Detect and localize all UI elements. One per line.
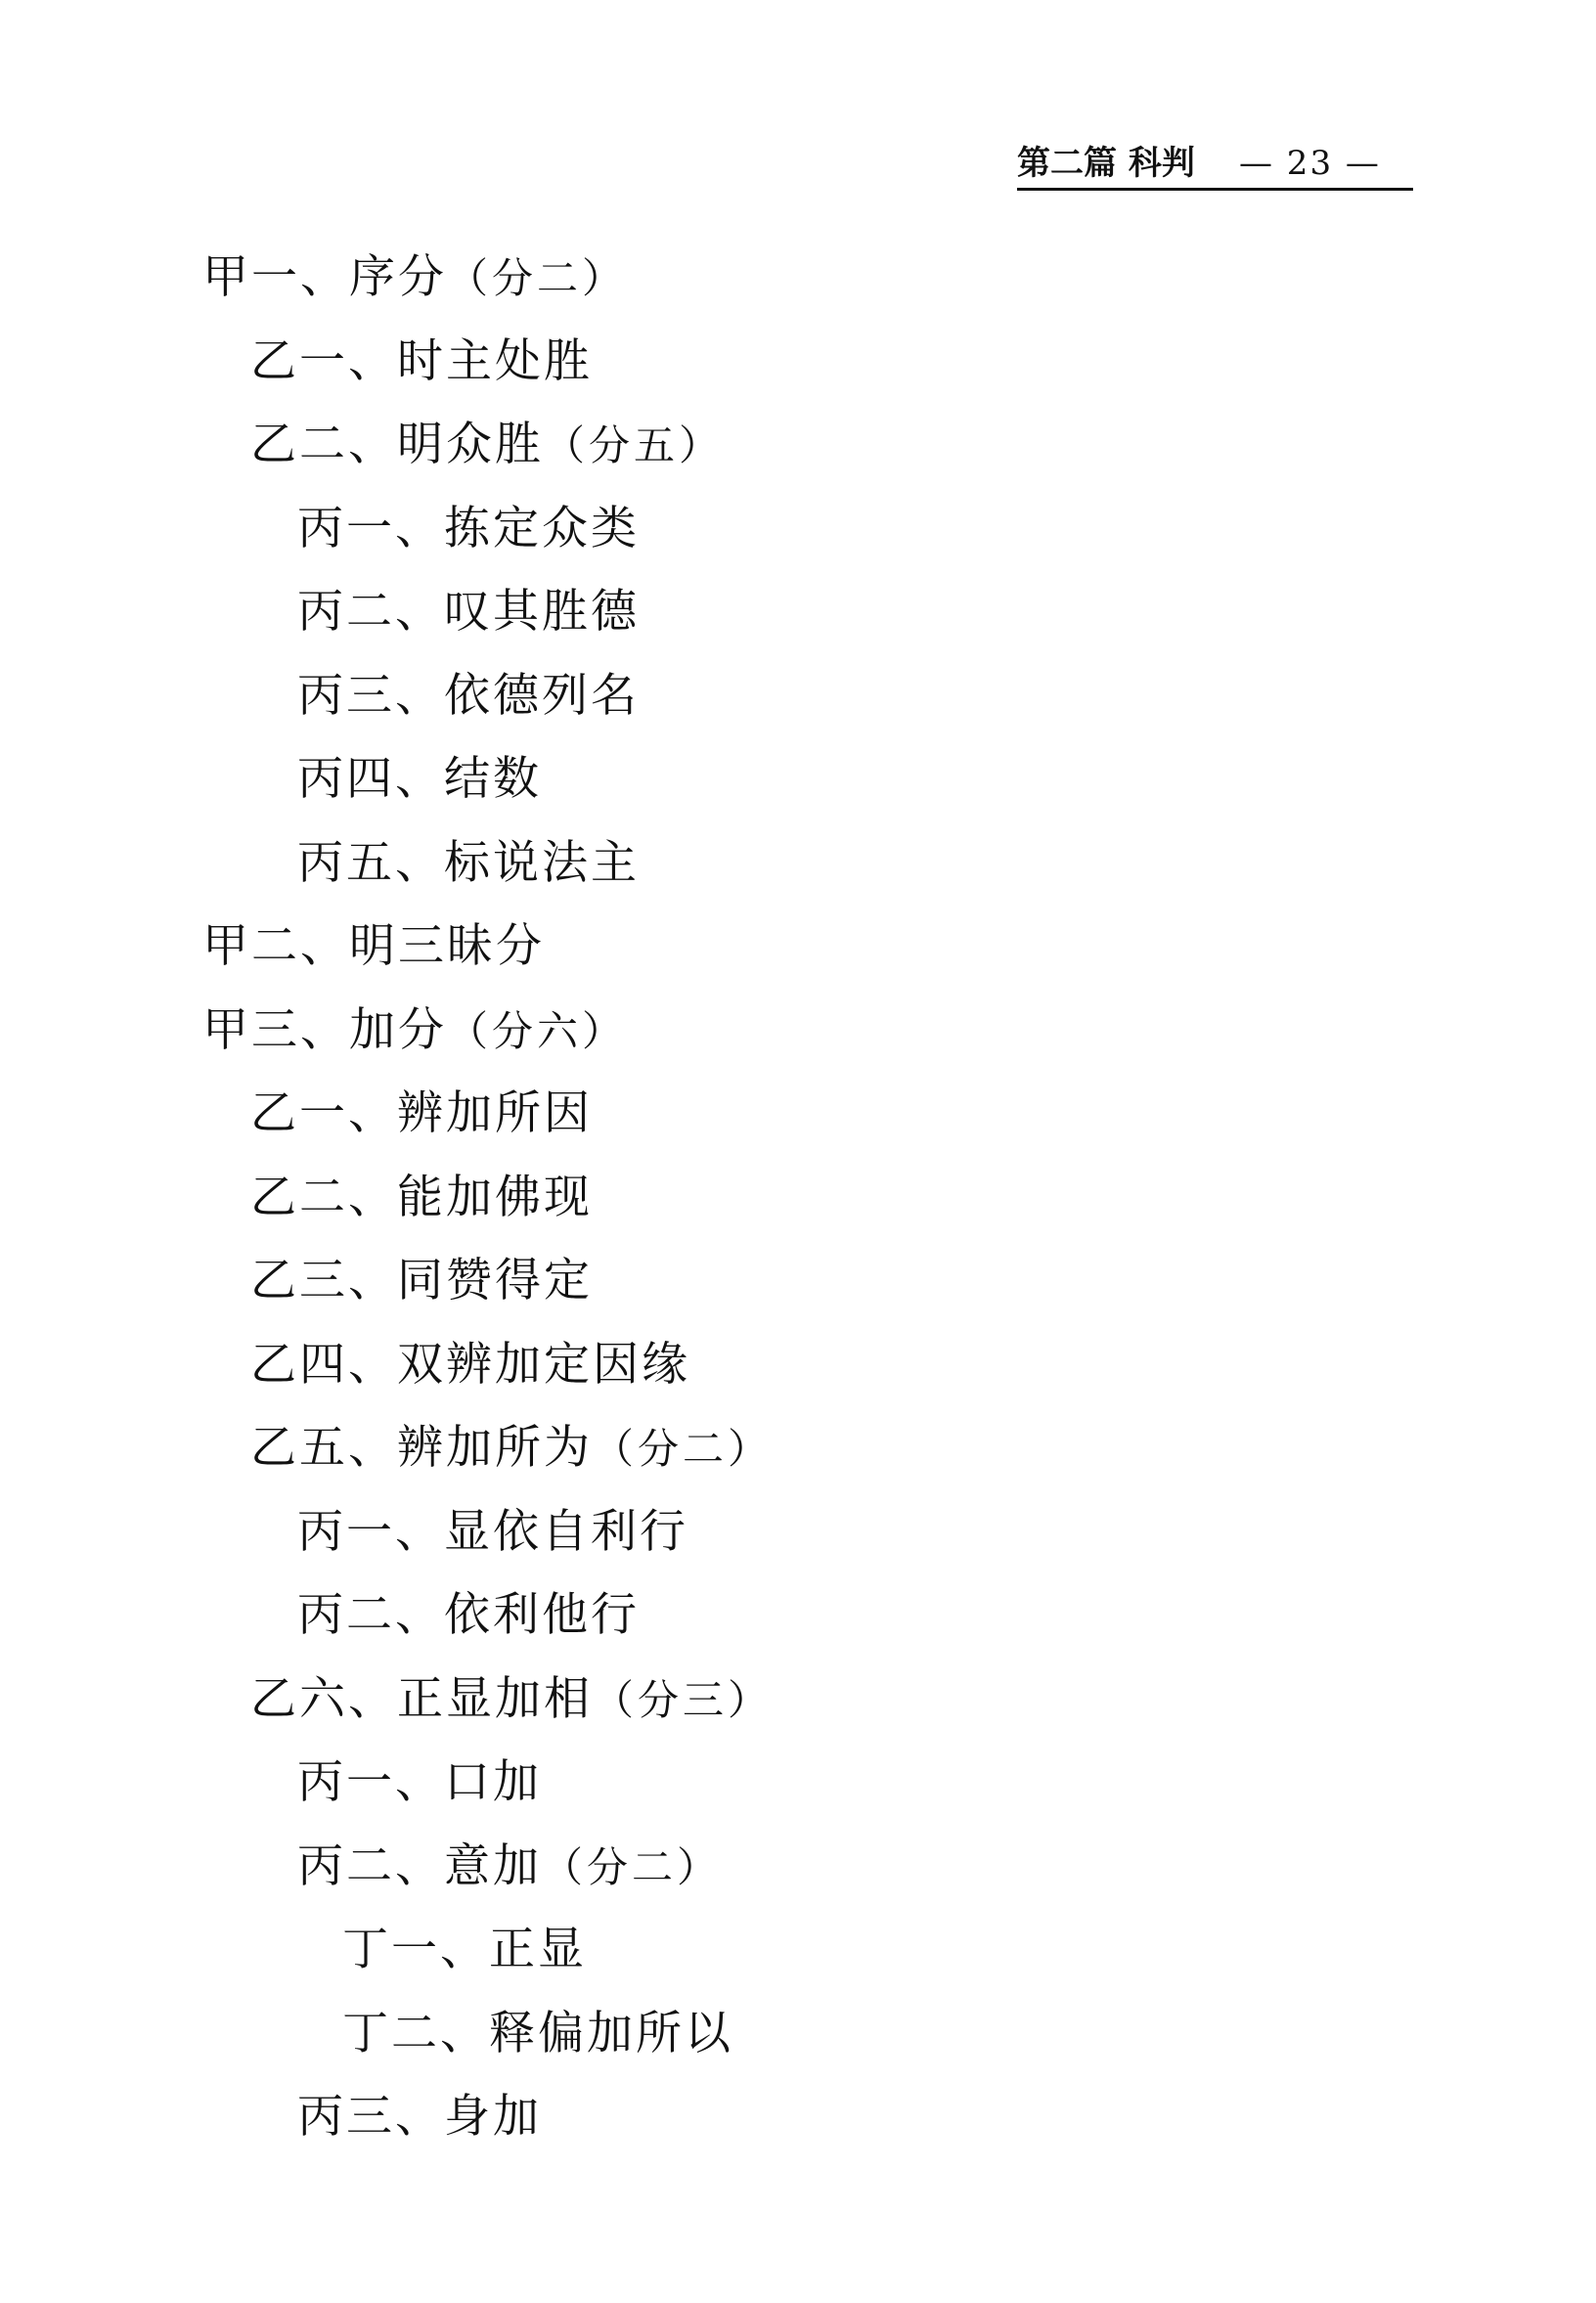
outline-item xyxy=(0,244,1596,329)
outline-item-label: 丙二、依利他行 xyxy=(297,1588,640,1642)
outline-item xyxy=(0,913,1596,997)
outline-item-label: 甲二、明三昧分 xyxy=(202,919,545,973)
outline-item-label: 丙三、依德列名 xyxy=(297,668,640,723)
outline-item xyxy=(0,1415,1596,1499)
outline-item xyxy=(0,2001,1596,2085)
outline-item-label: 乙五、辨加所为 xyxy=(250,1421,593,1475)
outline-item-label: 丙二、意加 xyxy=(297,1838,542,1893)
outline-item xyxy=(0,1248,1596,1332)
outline-item-note: （分五） xyxy=(544,421,725,469)
outline-item xyxy=(0,1332,1596,1416)
outline-item xyxy=(0,1666,1596,1750)
outline-item xyxy=(0,1582,1596,1666)
outline-item xyxy=(0,1081,1596,1165)
outline-item-note: （分六） xyxy=(447,1006,628,1055)
outline-item xyxy=(0,579,1596,663)
outline-item-label: 甲一、序分 xyxy=(202,250,447,304)
outline-item xyxy=(0,1834,1596,1918)
outline-item xyxy=(0,663,1596,747)
outline-item-label: 甲三、加分 xyxy=(202,1002,447,1057)
outline-item xyxy=(0,329,1596,413)
outline-item-label: 乙六、正显加相 xyxy=(250,1671,593,1726)
outline-item-label: 丙二、叹其胜德 xyxy=(297,585,640,639)
outline-item-label: 乙三、同赞得定 xyxy=(250,1254,593,1307)
outline-item-label: 乙四、双辨加定因缘 xyxy=(250,1337,690,1392)
outline-item xyxy=(0,1165,1596,1249)
outline-item xyxy=(0,997,1596,1082)
outline-item-label: 乙一、时主处胜 xyxy=(250,333,593,388)
outline-item-label: 丙五、标说法主 xyxy=(297,835,640,890)
outline-item xyxy=(0,412,1596,496)
outline-item-label: 丙一、口加 xyxy=(297,1755,542,1809)
outline-item xyxy=(0,1749,1596,1834)
outline-item-note: （分二） xyxy=(447,254,628,302)
outline-item-label: 丙一、拣定众类 xyxy=(297,501,640,555)
outline-item-label: 乙二、明众胜 xyxy=(250,418,544,471)
outline-item xyxy=(0,746,1596,830)
outline-item-label: 丁一、正显 xyxy=(342,1923,587,1976)
outline-list xyxy=(0,244,1596,2168)
outline-item xyxy=(0,1499,1596,1583)
outline-item-label: 丙四、结数 xyxy=(297,752,542,806)
outline-item-label: 乙二、能加佛现 xyxy=(250,1170,593,1224)
running-header xyxy=(1017,139,1413,191)
outline-item xyxy=(0,2084,1596,2168)
page-number: — 23 — xyxy=(1239,144,1381,183)
outline-item-note: （分三） xyxy=(593,1675,774,1724)
outline-item xyxy=(0,830,1596,914)
outline-item xyxy=(0,496,1596,580)
outline-item-label: 乙一、辨加所因 xyxy=(250,1086,593,1140)
outline-item-note: （分二） xyxy=(593,1425,774,1473)
section-title: 第二篇 科判 xyxy=(1017,144,1195,183)
outline-item-label: 丙三、身加 xyxy=(297,2090,542,2144)
outline-item-label: 丁二、释偏加所以 xyxy=(342,2006,733,2060)
outline-item xyxy=(0,1917,1596,2001)
outline-item-label: 丙一、显依自利行 xyxy=(297,1504,688,1559)
outline-item-note: （分二） xyxy=(542,1842,723,1891)
